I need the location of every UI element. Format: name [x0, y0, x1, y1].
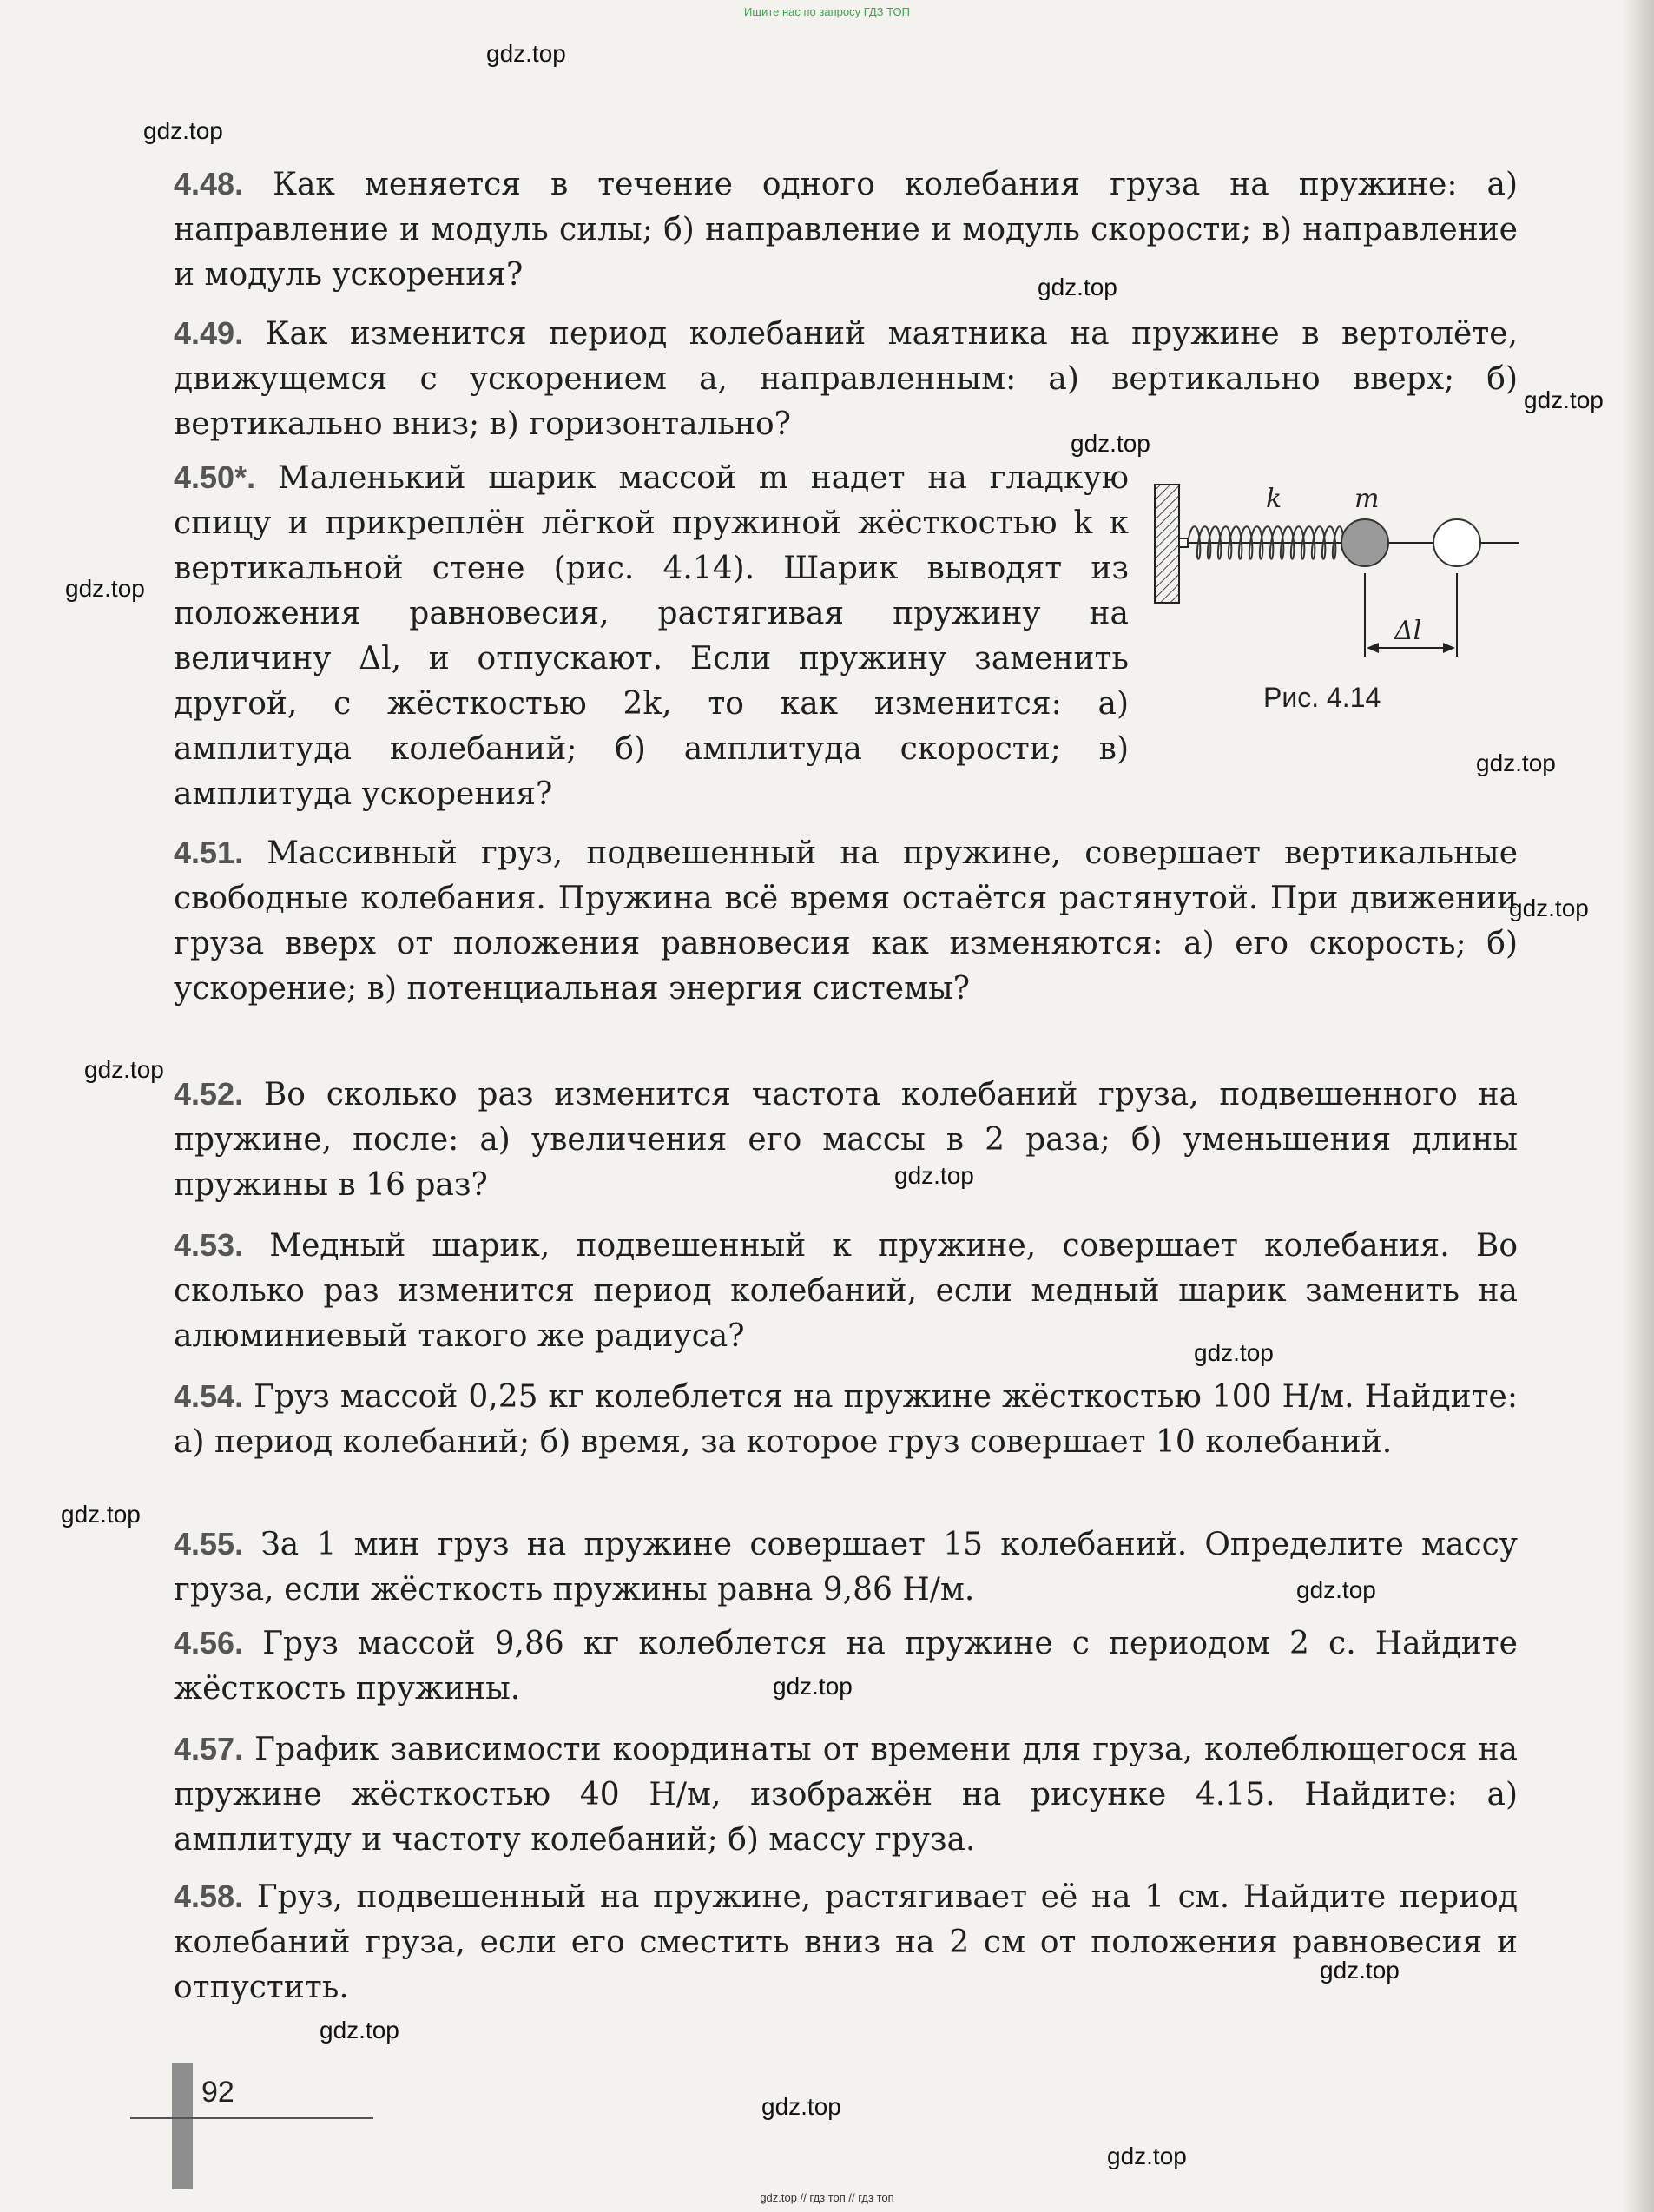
problem-number: 4.56.: [174, 1625, 244, 1661]
spring-mount: [1179, 538, 1188, 547]
watermark: gdz.top: [84, 1056, 164, 1083]
problem-number: 4.49.: [174, 315, 244, 351]
problem-number: 4.51.: [174, 835, 244, 870]
problem-text: Медный шарик, подвешенный к пружине, совершает колебания. Во сколько раз изменится период колебаний, если медный шарик заменить на алюминиевый такого же радиуса?: [174, 1228, 1518, 1354]
problem-4-55: [174, 1522, 1518, 1613]
problem-number: 4.52.: [174, 1076, 244, 1112]
watermark: gdz.top: [65, 575, 145, 602]
problem-4-48: [174, 162, 1518, 298]
dl-arrowhead-right: [1443, 643, 1455, 653]
problem-text: Как изменится период колебаний маятника на пружине в вертолёте, движущемся с ускорением a, направленным: а) вертикально вверх; б) вертикально вниз; в) горизонтально?: [174, 316, 1518, 442]
problem-number: 4.54.: [174, 1378, 244, 1414]
figure-caption: Рис. 4.14: [1263, 682, 1381, 713]
problem-4-52: [174, 1072, 1518, 1208]
problem-4-58: [174, 1874, 1518, 2011]
problem-4-54: [174, 1374, 1518, 1465]
problem-number: 4.48.: [174, 166, 244, 201]
watermark: gdz.top: [1071, 430, 1150, 457]
problem-text: Массивный груз, подвешенный на пружине, совершает вертикальные свободные колебания. Пружина всё время остаётся растянутой. При движении груза вверх от положения равновесия как изменяются: а) его скорость; б) ускорение; в) потенциальная энергия системы?: [174, 835, 1518, 1007]
bottom-banner: gdz.top // гдз топ // гдз топ: [760, 2191, 894, 2204]
watermark: gdz.top: [486, 40, 566, 67]
page-marker-bar: [172, 2063, 193, 2189]
problem-4-57: [174, 1727, 1518, 1863]
problem-number: 4.55.: [174, 1526, 244, 1562]
watermark: gdz.top: [1038, 274, 1117, 300]
problem-number: 4.58.: [174, 1879, 244, 1914]
watermark: gdz.top: [143, 117, 223, 144]
top-banner: Ищите нас по запросу ГДЗ ТОП: [744, 5, 910, 18]
problem-number: 4.53.: [174, 1227, 244, 1263]
problem-number: 4.50*.: [174, 459, 256, 495]
page-edge-shadow: [1622, 0, 1654, 2212]
problem-4-50: [174, 455, 1129, 817]
problem-text: Во сколько раз изменится частота колебаний груза, подвешенного на пружине, после: а) увеличения его массы в 2 раза; б) уменьшения длины пружины в 16 раз?: [174, 1077, 1518, 1203]
watermark: gdz.top: [1476, 749, 1556, 776]
problem-number: 4.57.: [174, 1731, 244, 1766]
watermark: gdz.top: [894, 1162, 974, 1189]
dl-arrowhead-left: [1367, 643, 1379, 653]
problem-text: Груз, подвешенный на пружине, растягивает её на 1 см. Найдите период колебаний груза, если его сместить вниз на 2 см от положения равновесия и отпустить.: [174, 1879, 1518, 2005]
watermark: gdz.top: [761, 2093, 841, 2120]
problem-text: За 1 мин груз на пружине совершает 15 колебаний. Определите массу груза, если жёсткость пружины равна 9,86 Н/м.: [174, 1527, 1518, 1608]
spring-label-k: k: [1266, 484, 1282, 514]
problem-4-51: [174, 830, 1518, 1012]
ball: [1341, 519, 1388, 566]
problem-4-49: [174, 311, 1518, 447]
page-number: 92: [201, 2076, 234, 2109]
watermark: gdz.top: [1509, 895, 1589, 921]
problem-text: График зависимости координаты от времени для груза, колеблющегося на пружине жёсткостью 40 Н/м, изображён на рисунке 4.15. Найдите: а) амплитуду и частоту колебаний; б) массу груза.: [174, 1732, 1518, 1858]
wall: [1155, 485, 1179, 603]
problem-text: Маленький шарик массой m надет на гладкую спицу и прикреплён лёгкой пружиной жёсткостью k к вертикальной стене (рис. 4.14). Шарик выводят из положения равновесия, растягивая пружину на величину Δl, и отпускают. Если пружину заменить другой, с жёсткостью 2k, то как изменится: а) амплитуда колебаний; б) амплитуда скорости; в) амплитуда ускорения?: [174, 460, 1129, 812]
dl-label: Δl: [1394, 616, 1422, 646]
watermark: gdz.top: [320, 2017, 399, 2044]
problem-text: Груз массой 9,86 кг колеблется на пружине с периодом 2 с. Найдите жёсткость пружины.: [174, 1626, 1518, 1707]
displaced-ball: [1433, 519, 1480, 566]
watermark: gdz.top: [773, 1673, 853, 1700]
ball-label-m: m: [1354, 484, 1380, 514]
problem-text: Как меняется в течение одного колебания груза на пружине: а) направление и модуль силы; б) направление и модуль скорости; в) направление и модуль ускорения?: [174, 167, 1518, 293]
watermark: gdz.top: [1296, 1576, 1376, 1603]
watermark: gdz.top: [1320, 1957, 1400, 1984]
watermark: gdz.top: [1524, 386, 1604, 413]
problem-4-53: [174, 1223, 1518, 1359]
problem-text: Груз массой 0,25 кг колеблется на пружине жёсткостью 100 Н/м. Найдите: а) период колебаний; б) время, за которое груз совершает 10 колебаний.: [174, 1379, 1518, 1460]
watermark: gdz.top: [61, 1501, 141, 1528]
problem-4-56: [174, 1621, 1518, 1712]
page-footer-rule: [130, 2117, 373, 2119]
watermark: gdz.top: [1194, 1339, 1274, 1366]
watermark: gdz.top: [1107, 2143, 1187, 2169]
